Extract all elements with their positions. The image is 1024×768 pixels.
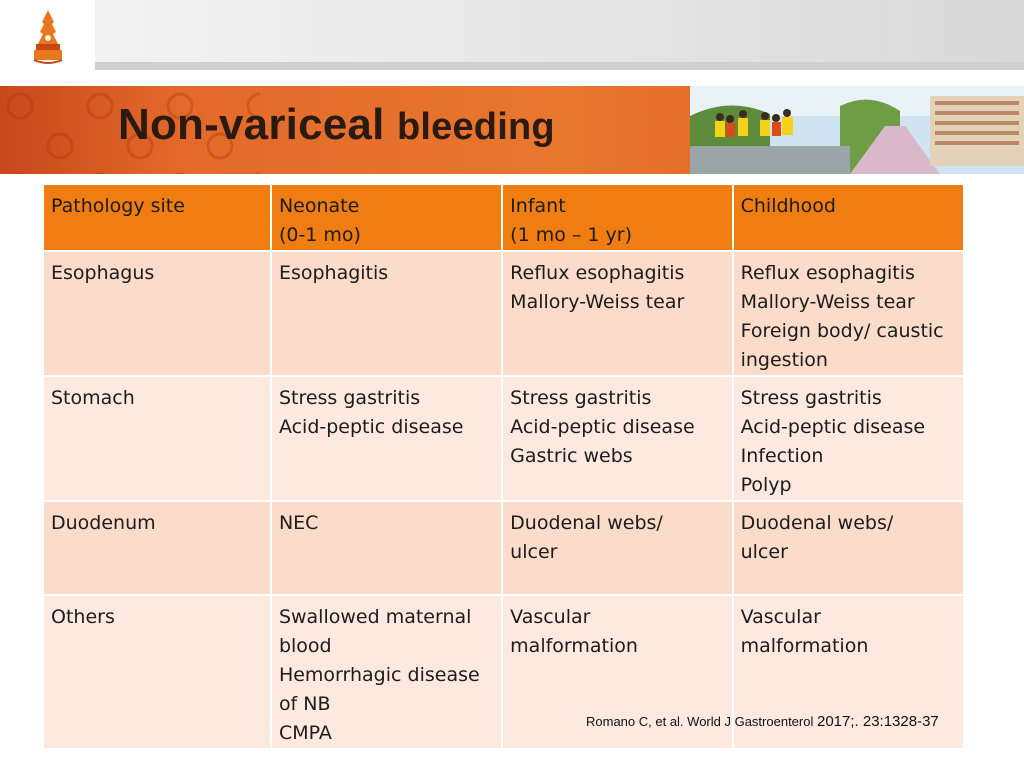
cell-neonate xyxy=(272,502,503,596)
cell-line: Others xyxy=(51,606,115,628)
cell-childhood xyxy=(734,502,965,596)
table-row xyxy=(44,502,965,596)
cell-line: Swallowed maternal xyxy=(278,606,472,628)
top-stripe-accent xyxy=(95,62,1024,70)
title-main: Non-variceal xyxy=(118,100,385,149)
cell-line: Mallory-Weiss tear xyxy=(510,291,685,313)
cell-line: Reflux esophagitis xyxy=(740,262,915,284)
header-infant: Infant (1 mo – 1 yr) xyxy=(503,185,733,252)
cell-neonate xyxy=(272,377,503,502)
cell-line: blood xyxy=(278,635,332,657)
table-row xyxy=(44,377,965,502)
cell-line: Hemorrhagic disease xyxy=(278,664,480,686)
cell-line: Gastric webs xyxy=(510,445,633,467)
cell-line: Acid-peptic disease xyxy=(740,416,926,438)
pathology-table xyxy=(44,185,965,750)
title-sub: bleeding xyxy=(396,106,555,148)
cell-line: malformation xyxy=(740,635,869,657)
cell-line: Vascular xyxy=(740,606,821,628)
cell-line: Reflux esophagitis xyxy=(510,262,685,284)
cell-line: Infection xyxy=(740,445,824,467)
cell-line: CMPA xyxy=(278,722,332,744)
cell-line: Duodenal webs/ xyxy=(740,512,894,534)
cell-line: Foreign body/ caustic xyxy=(740,320,944,342)
cell-line: Vascular xyxy=(510,606,591,628)
citation xyxy=(586,713,939,730)
cell-line: Stress gastritis xyxy=(278,387,421,409)
cell-line: ulcer xyxy=(510,541,558,563)
table-header-row xyxy=(44,185,965,252)
cell-infant xyxy=(503,502,733,596)
cell-line: Duodenal webs/ xyxy=(510,512,663,534)
cell-infant xyxy=(503,252,733,377)
cell-site xyxy=(44,596,272,750)
runners-photo xyxy=(690,86,1024,174)
top-stripe xyxy=(95,0,1024,62)
cell-site xyxy=(44,502,272,596)
top-bar xyxy=(0,0,1024,78)
cell-line: Polyp xyxy=(740,474,792,496)
cell-neonate xyxy=(272,252,503,377)
cell-line: malformation xyxy=(510,635,638,657)
cell-line: NEC xyxy=(278,512,319,534)
cell-line: ulcer xyxy=(740,541,788,563)
citation-authors: Romano C, et al. World J Gastroenterol xyxy=(586,714,814,729)
slide-title xyxy=(118,100,555,150)
cell-site xyxy=(44,377,272,502)
cell-line: Stress gastritis xyxy=(510,387,652,409)
cell-line: Esophagus xyxy=(51,262,155,284)
cell-line: Esophagitis xyxy=(278,262,389,284)
cell-neonate xyxy=(272,596,503,750)
university-emblem-icon xyxy=(28,8,68,66)
cell-line: Stomach xyxy=(51,387,135,409)
table-row xyxy=(44,252,965,377)
cell-infant xyxy=(503,377,733,502)
header-pathology-site: Pathology site xyxy=(44,185,272,252)
cell-site xyxy=(44,252,272,377)
cell-line: of NB xyxy=(278,693,331,715)
header-childhood: Childhood xyxy=(734,185,965,252)
cell-line: Acid-peptic disease xyxy=(510,416,695,438)
header-neonate: Neonate (0-1 mo) xyxy=(272,185,503,252)
cell-line: Duodenum xyxy=(51,512,156,534)
cell-line: Stress gastritis xyxy=(740,387,882,409)
citation-ref: 2017;. 23:1328-37 xyxy=(816,713,939,730)
cell-line: Mallory-Weiss tear xyxy=(740,291,915,313)
cell-line: ingestion xyxy=(740,349,828,371)
cell-childhood xyxy=(734,252,965,377)
cell-line: Acid-peptic disease xyxy=(278,416,464,438)
cell-childhood xyxy=(734,377,965,502)
